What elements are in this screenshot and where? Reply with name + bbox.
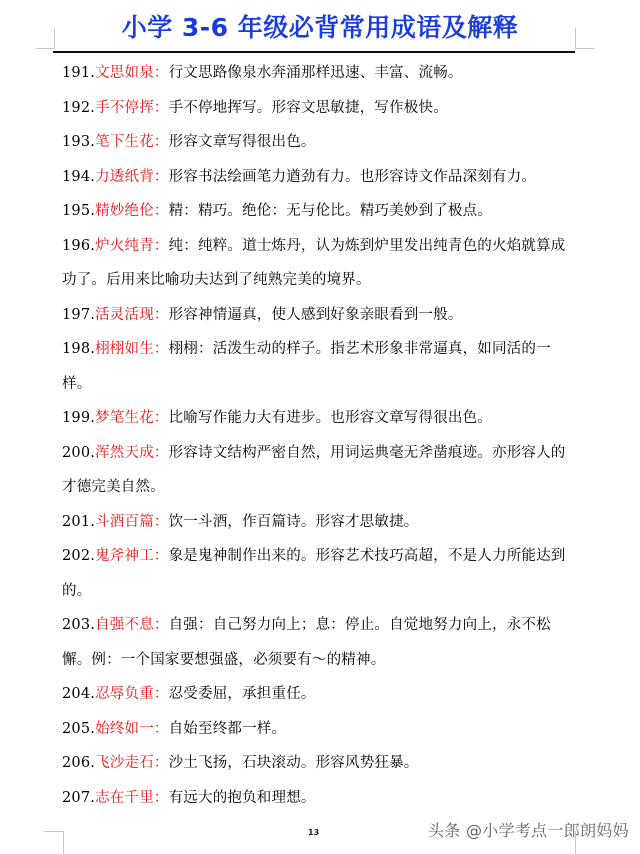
idiom-definition: 自始至终都一样。 xyxy=(168,720,287,737)
entry-number: 191. xyxy=(62,65,96,81)
idiom-term: 斗酒百篇： xyxy=(95,513,169,530)
entry-number: 199. xyxy=(62,410,96,426)
idiom-definition: 纯：纯粹。道士炼丹，认为炼到炉里发出纯青色的火焰就算成功了。后用来比喻功夫达到了纯熟完美的境界。 xyxy=(62,237,566,288)
idiom-term: 笔下生花： xyxy=(95,134,169,150)
idiom-entry xyxy=(62,781,580,816)
idiom-term: 炉火纯青： xyxy=(95,237,169,254)
idiom-entry xyxy=(62,160,580,195)
entry-number: 195. xyxy=(62,203,96,219)
page-title: 小学 3-6 年级必背常用成语及解释 xyxy=(121,13,519,42)
entry-number: 205. xyxy=(62,720,96,737)
idiom-term: 文思如泉： xyxy=(95,65,169,81)
idiom-term: 力透纸背： xyxy=(95,168,169,185)
idiom-term: 自强不息： xyxy=(95,617,169,633)
idiom-definition: 手不停地挥写。形容文思敏捷，写作极快。 xyxy=(168,99,448,116)
idiom-definition: 形容文章写得很出色。 xyxy=(168,134,316,150)
idiom-definition: 行文思路像泉水奔涌那样迅速、丰富、流畅。 xyxy=(168,65,463,81)
idiom-entry xyxy=(62,56,580,91)
idiom-entry xyxy=(62,401,580,436)
idiom-entry xyxy=(62,229,580,298)
idiom-entry xyxy=(62,677,580,712)
idiom-term: 始终如一： xyxy=(95,720,169,737)
idiom-term: 精妙绝伦： xyxy=(95,203,169,219)
idiom-term: 栩栩如生： xyxy=(95,341,169,357)
entry-number: 203. xyxy=(62,617,96,633)
idiom-entry xyxy=(62,712,580,747)
idiom-term: 手不停挥： xyxy=(95,99,169,116)
idiom-definition: 精：精巧。绝伦：无与伦比。精巧美妙到了极点。 xyxy=(168,203,493,219)
idiom-list xyxy=(62,56,580,815)
entry-number: 198. xyxy=(62,341,96,357)
idiom-definition: 忍受委屈，承担重任。 xyxy=(168,686,316,702)
entry-number: 200. xyxy=(62,444,96,461)
entry-number: 192. xyxy=(62,99,96,116)
idiom-entry xyxy=(62,746,580,781)
idiom-entry xyxy=(62,436,580,505)
entry-number: 206. xyxy=(62,755,96,771)
page-number: 13 xyxy=(308,828,320,837)
idiom-entry xyxy=(62,539,580,608)
idiom-definition: 形容神情逼真，使人感到好象亲眼看到一般。 xyxy=(168,306,463,323)
idiom-definition: 形容诗文结构严密自然，用词运典毫无斧凿痕迹。亦形容人的才德完美自然。 xyxy=(62,444,566,495)
idiom-term: 活灵活现： xyxy=(95,306,169,323)
idiom-definition: 形容书法绘画笔力遒劲有力。也形容诗文作品深刻有力。 xyxy=(168,168,537,185)
idiom-definition: 栩栩：活泼生动的样子。指艺术形象非常逼真，如同活的一样。 xyxy=(62,341,551,392)
idiom-term: 忍辱负重： xyxy=(95,686,169,702)
entry-number: 193. xyxy=(62,134,96,150)
entry-number: 194. xyxy=(62,168,96,185)
entry-number: 204. xyxy=(62,686,96,702)
idiom-definition: 自强：自己努力向上；息：停止。自觉地努力向上，永不松懈。例：一个国家要想强盛，必须要有～的精神。 xyxy=(62,617,551,668)
idiom-definition: 饮一斗酒，作百篇诗。形容才思敏捷。 xyxy=(168,513,419,530)
idiom-entry xyxy=(62,608,580,677)
idiom-definition: 象是鬼神制作出来的。形容艺术技巧高超，不是人力所能达到的。 xyxy=(62,548,566,599)
idiom-term: 梦笔生花： xyxy=(95,410,169,426)
idiom-entry xyxy=(62,332,580,401)
idiom-entry xyxy=(62,125,580,160)
idiom-term: 志在千里： xyxy=(95,789,169,806)
header-rule xyxy=(53,51,575,53)
idiom-entry xyxy=(62,298,580,333)
idiom-term: 飞沙走石： xyxy=(95,755,169,771)
idiom-term: 浑然天成： xyxy=(95,444,169,461)
idiom-entry xyxy=(62,194,580,229)
watermark-text: 头条 @小学考点一郎朗妈妈 xyxy=(428,821,629,840)
entry-number: 201. xyxy=(62,513,96,530)
entry-number: 196. xyxy=(62,237,96,254)
entry-number: 202. xyxy=(62,548,96,564)
entry-number: 197. xyxy=(62,306,96,323)
idiom-definition: 沙土飞扬，石块滚动。形容风势狂暴。 xyxy=(168,755,419,771)
idiom-entry xyxy=(62,505,580,540)
entry-number: 207. xyxy=(62,789,96,806)
crop-mark-bottom-left xyxy=(44,831,64,854)
idiom-term: 鬼斧神工： xyxy=(95,548,169,564)
idiom-entry xyxy=(62,91,580,126)
idiom-definition: 有远大的抱负和理想。 xyxy=(168,789,316,806)
idiom-definition: 比喻写作能力大有进步。也形容文章写得很出色。 xyxy=(168,410,493,426)
